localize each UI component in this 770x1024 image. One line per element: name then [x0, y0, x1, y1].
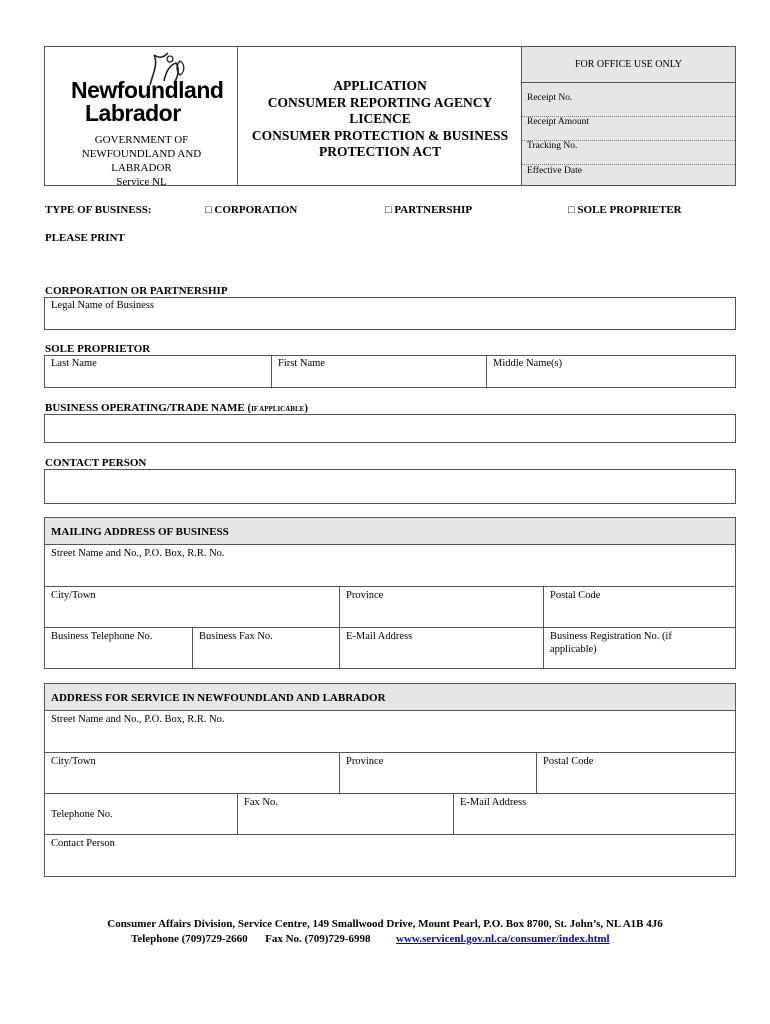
business-fax-field[interactable] [192, 627, 340, 669]
partnership-checkbox[interactable]: □ [385, 204, 392, 216]
service-address-title: ADDRESS FOR SERVICE IN NEWFOUNDLAND AND LABRADOR [51, 692, 386, 704]
service-city-label: City/Town [51, 756, 96, 767]
logo-wordmark-newfoundland: Newfoundland [71, 77, 224, 103]
service-street-field[interactable] [44, 710, 736, 753]
footer-address: Consumer Affairs Division, Service Centre, 149 Smallwood Drive, Mount Pearl, P.O. Box 8700, St. John’s, NL A1B 4J6 [107, 918, 663, 930]
footer-telephone: Telephone (709)729-2660 [131, 933, 248, 945]
service-city-field[interactable] [44, 752, 340, 794]
sole-proprietor-section-title: SOLE PROPRIETOR [45, 343, 151, 355]
office-divider [522, 82, 735, 83]
mailing-street-field[interactable] [44, 544, 736, 587]
service-email-label: E-Mail Address [460, 797, 527, 808]
corporation-option[interactable] [205, 204, 297, 216]
gov-line-2: NEWFOUNDLAND AND [81, 148, 202, 160]
title-line-5: PROTECTION ACT [319, 144, 441, 159]
please-print-note: PLEASE PRINT [45, 232, 125, 244]
office-use-box [522, 47, 735, 185]
service-postal-code-label: Postal Code [543, 756, 594, 767]
business-registration-label-line-2: applicable) [550, 644, 597, 655]
corporation-section-title: CORPORATION OR PARTNERSHIP [45, 285, 228, 297]
mailing-address-header [44, 517, 736, 545]
business-registration-field[interactable] [543, 627, 736, 669]
mailing-postal-code-field[interactable] [543, 586, 736, 628]
last-name-label: Last Name [51, 358, 97, 369]
mailing-email-label: E-Mail Address [346, 631, 413, 642]
receipt-amount-field[interactable]: Receipt Amount [522, 117, 735, 141]
service-street-label: Street Name and No., P.O. Box, R.R. No. [51, 714, 225, 725]
gov-line-3: LABRADOR [111, 162, 172, 174]
service-telephone-field[interactable] [44, 793, 238, 835]
contact-person-section-title: CONTACT PERSON [45, 457, 147, 469]
business-registration-label-line-1: Business Registration No. (if [550, 631, 672, 642]
logo-box [45, 47, 238, 188]
title-line-2: CONSUMER REPORTING AGENCY [267, 94, 493, 110]
business-telephone-field[interactable] [44, 627, 193, 669]
sole-proprieter-checkbox[interactable]: □ [568, 204, 575, 216]
footer-fax: Fax No. (709)729-6998 [265, 933, 371, 945]
mailing-province-label: Province [346, 590, 384, 601]
partnership-option[interactable] [385, 204, 472, 216]
title-line-4: CONSUMER PROTECTION & BUSINESS [251, 127, 509, 143]
service-contact-person-field[interactable] [44, 834, 736, 877]
contact-person-field[interactable] [44, 469, 736, 504]
title-line-3: LICENCE [349, 111, 411, 126]
logo-wordmark-labrador: Labrador [85, 100, 181, 126]
service-address-header [44, 683, 736, 711]
receipt-no-field[interactable]: Receipt No. [522, 93, 735, 117]
business-fax-label: Business Fax No. [199, 631, 273, 642]
form-title [238, 78, 522, 161]
mailing-street-label: Street Name and No., P.O. Box, R.R. No. [51, 548, 225, 559]
service-province-label: Province [346, 756, 384, 767]
middle-name-field[interactable] [486, 355, 736, 388]
service-fax-label: Fax No. [244, 797, 278, 808]
trade-name-title-text: BUSINESS OPERATING/TRADE NAME ( [45, 402, 252, 414]
first-name-label: First Name [278, 358, 325, 369]
partnership-option-label: PARTNERSHIP [394, 204, 473, 216]
office-use-title: FOR OFFICE USE ONLY [574, 59, 683, 70]
mailing-province-field[interactable] [339, 586, 544, 628]
service-postal-code-field[interactable] [536, 752, 736, 794]
form-title-box [238, 47, 522, 185]
service-email-field[interactable] [453, 793, 736, 835]
mailing-city-label: City/Town [51, 590, 96, 601]
tracking-no-field[interactable]: Tracking No. [522, 141, 735, 165]
effective-date-field[interactable]: Effective Date [527, 166, 582, 176]
trade-name-if-applicable: IF APPLICABLE [251, 405, 305, 413]
business-telephone-label: Business Telephone No. [51, 631, 153, 642]
middle-name-label: Middle Name(s) [493, 358, 563, 369]
footer-contact-line [131, 932, 610, 947]
corporation-checkbox[interactable]: □ [205, 204, 212, 216]
service-contact-person-label: Contact Person [51, 838, 115, 849]
trade-name-section-title [45, 402, 308, 414]
sole-proprieter-option[interactable] [568, 204, 682, 216]
footer-website-link[interactable]: www.servicenl.gov.nl.ca/consumer/index.html [396, 933, 610, 945]
service-province-field[interactable] [339, 752, 537, 794]
legal-name-field[interactable] [44, 297, 736, 330]
last-name-field[interactable] [44, 355, 272, 388]
mailing-postal-code-label: Postal Code [550, 590, 601, 601]
service-fax-field[interactable] [237, 793, 454, 835]
corporation-option-label: CORPORATION [214, 204, 298, 216]
trade-name-close-paren: ) [304, 402, 308, 414]
gov-line-4: Service NL [116, 176, 167, 188]
mailing-address-title: MAILING ADDRESS OF BUSINESS [51, 526, 229, 538]
legal-name-label: Legal Name of Business [51, 300, 154, 311]
first-name-field[interactable] [271, 355, 487, 388]
title-line-1: APPLICATION [333, 78, 427, 93]
service-telephone-label: Telephone No. [51, 809, 113, 820]
gov-line-1: GOVERNMENT OF [94, 134, 189, 146]
form-header [44, 46, 736, 186]
type-of-business-label: TYPE OF BUSINESS: [45, 204, 152, 216]
trade-name-field[interactable] [44, 414, 736, 443]
sole-proprieter-option-label: SOLE PROPRIETER [577, 204, 682, 216]
mailing-city-field[interactable] [44, 586, 340, 628]
business-registration-label [550, 630, 672, 656]
mailing-email-field[interactable] [339, 627, 544, 669]
government-name [45, 133, 238, 189]
